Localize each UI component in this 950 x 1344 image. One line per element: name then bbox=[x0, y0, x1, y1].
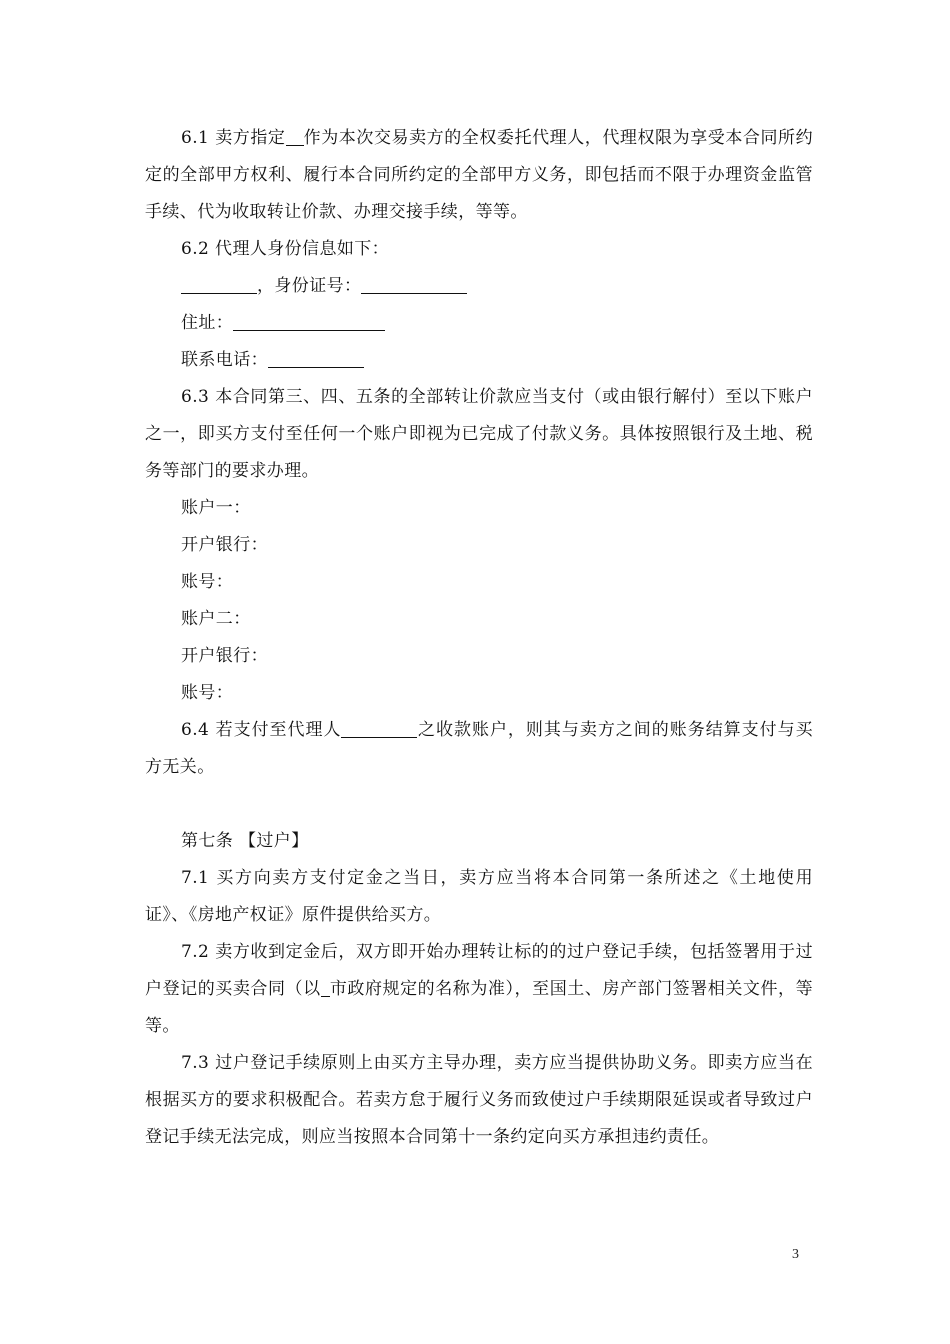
clause-7-1: 7.1 买方向卖方支付定金之当日，卖方应当将本合同第一条所述之《土地使用证》、《房地产权证》原件提供给买方。 bbox=[145, 868, 813, 925]
clause-7-2 bbox=[145, 934, 813, 1045]
document-body bbox=[145, 120, 813, 1156]
clause-6-1-text: 作为本次交易卖方的全权委托代理人，代理权限为享受本合同所约定的全部甲方权利、履行本合同所约定的全部甲方义务，即包括而不限于办理资金监管手续、代为收取转让价款、办理交接手续，等等。 bbox=[145, 128, 814, 222]
agent-name-blank bbox=[286, 127, 304, 146]
agent-address-line bbox=[145, 305, 813, 342]
id-number-field bbox=[361, 275, 467, 294]
city-blank bbox=[321, 978, 330, 997]
account-one-label: 账户一： bbox=[181, 498, 251, 518]
phone-field bbox=[268, 349, 364, 368]
clause-7-3: 7.3 过户登记手续原则上由买方主导办理，卖方应当提供协助义务。即卖方应当在根据买方的要求积极配合。若卖方怠于履行义务而致使过户手续期限延误或者导致过户登记手续无法完成，则应当按照本合同第十一条约定向买方承担违约责任。 bbox=[145, 1053, 813, 1147]
clause-6-1 bbox=[145, 120, 813, 231]
agent-name-field bbox=[181, 275, 257, 294]
agent-id-line bbox=[145, 268, 813, 305]
section-gap bbox=[145, 786, 813, 823]
clause-6-4 bbox=[145, 712, 813, 786]
address-label: 住址： bbox=[181, 313, 234, 333]
clause-6-4-lead: 6.4 若支付至代理人 bbox=[181, 720, 342, 740]
account-two-bank: 开户银行： bbox=[181, 646, 268, 666]
clause-6-4-text: 之收款账户，则其与卖方之间的账务结算支付与买方无关。 bbox=[145, 720, 813, 777]
clause-7-2-text: 市政府规定的名称为准），至国土、房产部门签署相关文件，等等。 bbox=[145, 979, 814, 1036]
clause-6-1-lead: 6.1 卖方指定 bbox=[181, 128, 286, 148]
account-one-bank: 开户银行： bbox=[181, 535, 268, 555]
clause-6-2-title: 6.2 代理人身份信息如下： bbox=[181, 239, 390, 259]
address-field bbox=[233, 312, 385, 331]
id-number-label: ，身份证号： bbox=[257, 276, 362, 296]
agent-account-blank bbox=[341, 719, 417, 738]
account-two-number: 账号： bbox=[181, 683, 234, 703]
phone-label: 联系电话： bbox=[181, 350, 268, 370]
clause-6-3: 6.3 本合同第三、四、五条的全部转让价款应当支付（或由银行解付）至以下账户之一，即买方支付至任何一个账户即视为已完成了付款义务。具体按照银行及土地、税务等部门的要求办理。 bbox=[145, 387, 813, 481]
account-two-label: 账户二： bbox=[181, 609, 251, 629]
account-one-number: 账号： bbox=[181, 572, 234, 592]
article-7-heading: 第七条 【过户】 bbox=[181, 831, 309, 851]
agent-phone-line bbox=[145, 342, 813, 379]
clause-7-2-lead: 7.2 卖方收到定金后，双方即开始办理转让标的的过户登记手续，包括签署用于过户登记的买卖合同（以 bbox=[145, 942, 813, 999]
page-number: 3 bbox=[792, 1247, 799, 1262]
